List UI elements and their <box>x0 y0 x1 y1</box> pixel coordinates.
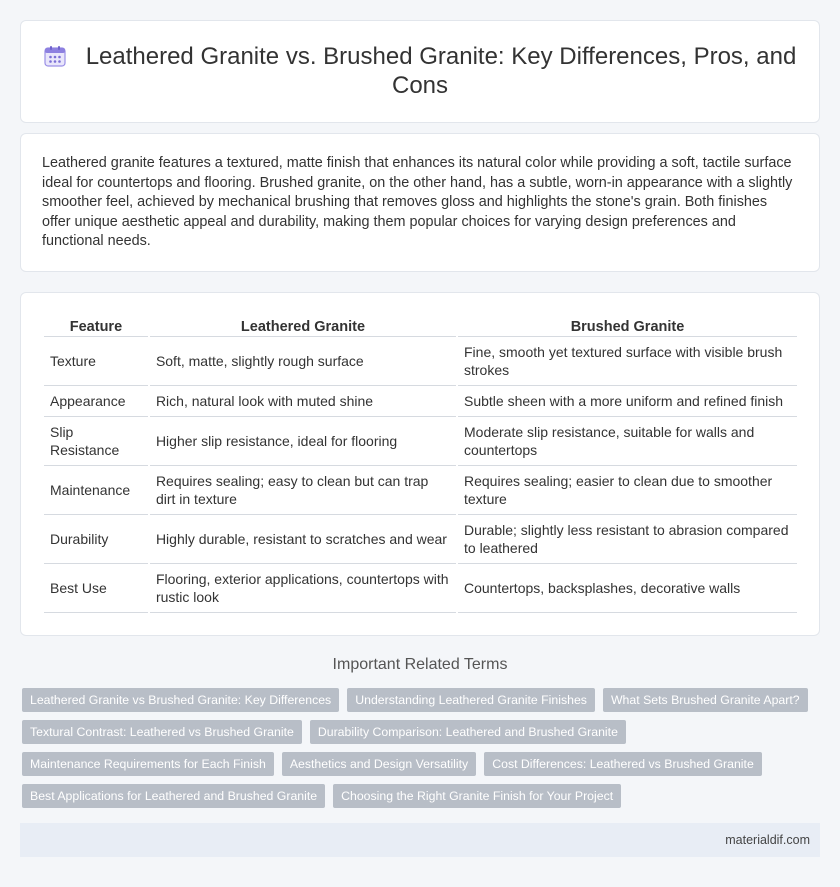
footer-site-link[interactable]: materialdif.com <box>725 833 810 847</box>
tag-row <box>22 752 822 776</box>
tag-row <box>22 688 822 712</box>
intro-paragraph: Leathered granite features a textured, matte finish that enhances its natural color while providing a soft, tactile surface ideal for countertops and flooring. Brushed granite, on the other hand, has a subtle, worn-in appearance with a slightly smoother feel, achieved by mechanical brushing that removes gloss and highlights the stone's grain. Both finishes offer unique aesthetic appeal and durability, making them popular choices for varying design preferences and functional needs. <box>42 155 793 249</box>
related-term-tag[interactable]: Leathered Granite vs Brushed Granite: Key Differences <box>22 688 339 712</box>
table-row <box>44 515 797 564</box>
table-row <box>44 417 797 466</box>
footer <box>20 823 820 857</box>
calendar-icon <box>44 45 66 67</box>
title-card <box>20 20 820 123</box>
related-terms-list <box>22 688 822 816</box>
leathered-cell: Higher slip resistance, ideal for flooring <box>150 417 456 466</box>
brushed-cell: Subtle sheen with a more uniform and refined finish <box>458 386 797 417</box>
leathered-cell: Flooring, exterior applications, countertops with rustic look <box>150 564 456 613</box>
intro-card <box>20 133 820 272</box>
related-term-tag[interactable]: Best Applications for Leathered and Brushed Granite <box>22 784 325 808</box>
feature-cell: Slip Resistance <box>44 417 148 466</box>
leathered-cell: Highly durable, resistant to scratches and wear <box>150 515 456 564</box>
column-header-leathered: Leathered Granite <box>150 315 456 337</box>
brushed-cell: Durable; slightly less resistant to abrasion compared to leathered <box>458 515 797 564</box>
leathered-cell: Soft, matte, slightly rough surface <box>150 337 456 386</box>
brushed-cell: Moderate slip resistance, suitable for walls and countertops <box>458 417 797 466</box>
column-header-feature: Feature <box>44 315 148 337</box>
brushed-cell: Countertops, backsplashes, decorative walls <box>458 564 797 613</box>
leathered-cell: Rich, natural look with muted shine <box>150 386 456 417</box>
brushed-cell: Requires sealing; easier to clean due to smoother texture <box>458 466 797 515</box>
related-term-tag[interactable]: Choosing the Right Granite Finish for Your Project <box>333 784 621 808</box>
leathered-cell: Requires sealing; easy to clean but can trap dirt in texture <box>150 466 456 515</box>
related-term-tag[interactable]: What Sets Brushed Granite Apart? <box>603 688 808 712</box>
table-row <box>44 564 797 613</box>
page-title: Leathered Granite vs. Brushed Granite: Key Differences, Pros, and Cons <box>85 43 797 99</box>
table-header-row <box>44 315 797 337</box>
related-term-tag[interactable]: Maintenance Requirements for Each Finish <box>22 752 274 776</box>
related-term-tag[interactable]: Understanding Leathered Granite Finishes <box>347 688 595 712</box>
feature-cell: Durability <box>44 515 148 564</box>
tag-row <box>22 784 822 808</box>
related-term-tag[interactable]: Aesthetics and Design Versatility <box>282 752 476 776</box>
related-terms-heading: Important Related Terms <box>332 656 508 673</box>
tag-row <box>22 720 822 744</box>
related-term-tag[interactable]: Cost Differences: Leathered vs Brushed Granite <box>484 752 762 776</box>
table-row <box>44 337 797 386</box>
feature-cell: Best Use <box>44 564 148 613</box>
comparison-card <box>20 292 820 636</box>
table-row <box>44 466 797 515</box>
related-term-tag[interactable]: Textural Contrast: Leathered vs Brushed Granite <box>22 720 302 744</box>
related-term-tag[interactable]: Durability Comparison: Leathered and Brushed Granite <box>310 720 626 744</box>
brushed-cell: Fine, smooth yet textured surface with visible brush strokes <box>458 337 797 386</box>
page-title-wrap <box>41 42 799 100</box>
feature-cell: Texture <box>44 337 148 386</box>
comparison-table <box>42 315 799 613</box>
column-header-brushed: Brushed Granite <box>458 315 797 337</box>
feature-cell: Maintenance <box>44 466 148 515</box>
table-row <box>44 386 797 417</box>
feature-cell: Appearance <box>44 386 148 417</box>
